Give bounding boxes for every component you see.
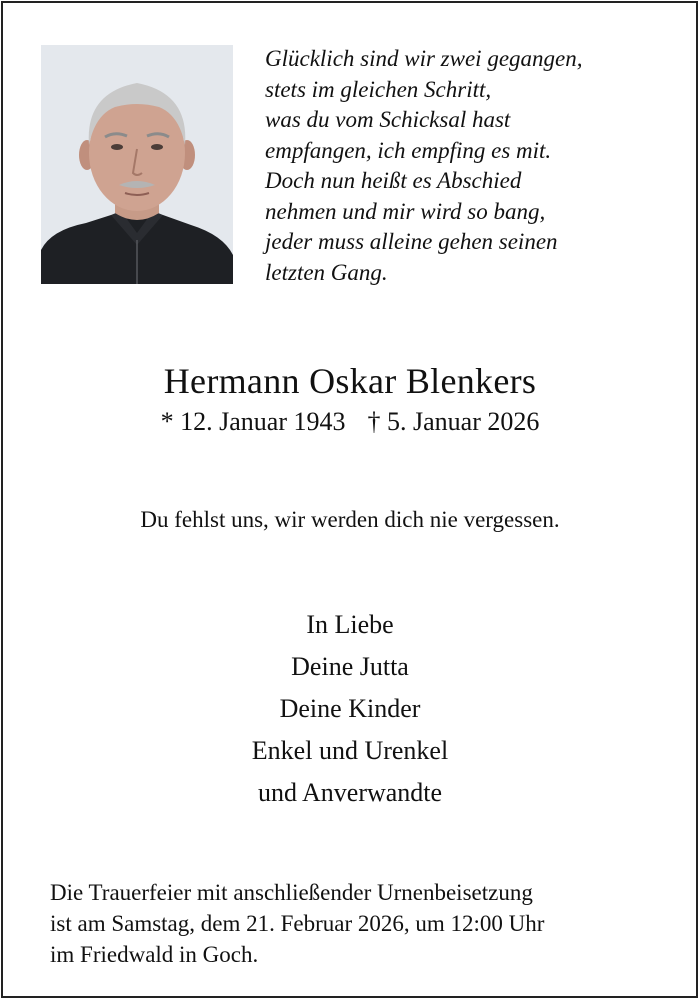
mourners-line: und Anverwandte (257, 778, 443, 807)
poem-line: jeder muss alleine gehen seinen (265, 229, 558, 254)
funeral-line: ist am Samstag, dem 21. Februar 2026, um 12:00 Uhr (50, 911, 545, 936)
mourners-line: Deine Jutta (291, 652, 409, 681)
funeral-details (50, 877, 670, 970)
death-date: † 5. Januar 2026 (367, 407, 540, 436)
poem (265, 44, 665, 288)
poem-line: Doch nun heißt es Abschied (265, 168, 522, 193)
mourners-line: Deine Kinder (279, 694, 421, 723)
mourners-line: In Liebe (306, 610, 394, 639)
poem-line: empfangen, ich empfing es mit. (265, 137, 552, 163)
poem-line: letzten Gang. (265, 259, 388, 285)
birth-date: * 12. Januar 1943 (160, 407, 346, 436)
poem-line: nehmen und mir wird so bang, (265, 198, 546, 224)
deceased-name: Hermann Oskar Blenkers (163, 361, 537, 401)
funeral-line: Die Trauerfeier mit anschließender Urnenbeisetzung (50, 880, 533, 905)
poem-line: was du vom Schicksal hast (265, 107, 511, 132)
remembrance-quote: Du fehlst uns, wir werden dich nie vergessen. (140, 507, 560, 532)
mourners-line: Enkel und Urenkel (251, 736, 449, 765)
mourners-list (0, 604, 700, 814)
portrait-photo (41, 45, 233, 284)
life-dates (0, 407, 700, 437)
poem-line: stets im gleichen Schritt, (265, 76, 492, 102)
funeral-line: im Friedwald in Goch. (50, 942, 259, 967)
poem-line: Glücklich sind wir zwei gegangen, (265, 46, 583, 71)
